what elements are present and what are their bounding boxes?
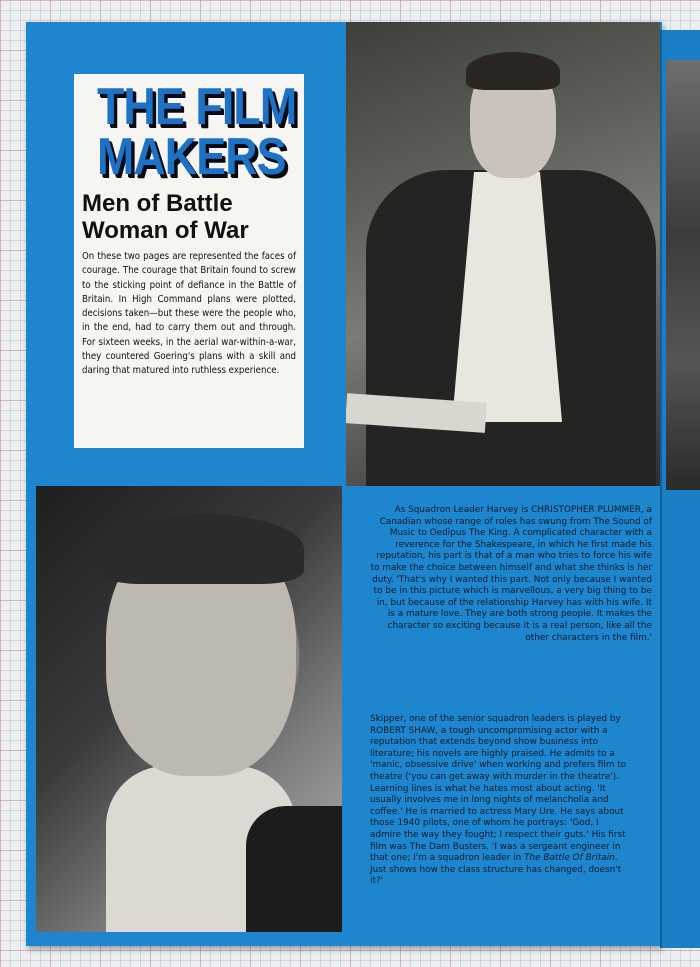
photo-figure-hair — [98, 514, 304, 584]
headline — [82, 190, 296, 244]
adjacent-page-edge — [660, 30, 700, 948]
plummer-caption: As Squadron Leader Harvey is CHRISTOPHER PLUMMER, a Canadian whose range of roles has swung from The Sound of Music to Oedipus The King. A complicated character with a reverence for the Shakespeare, in which he first made his reputation, his part is that of a man who tries to force his wife to make the choice between himself and what she thinks is her duty. 'That's why I wanted this part. Not only because I wanted to be in this picture which is marvellous, a very big thing to be in, but because of the relationship Harvey has with his wife. It is a mature love. They are both strong people. It makes the character so exciting because it is a real person, like all the other characters in the film.' — [370, 505, 652, 643]
film-title: The Battle Of Britain — [524, 853, 615, 864]
intro-paragraph: On these two pages are represented the faces of courage. The courage that Britain found to screw to the sticking point of defiance in the Battle of Britain. In High Command plans were plotted, decisions taken—but these were the people who, in the end, had to carry them out and through. For sixteen weeks, in the aerial war-within-a-war, they countered Goering's plans with a skill and daring that matured into ruthless experience. — [82, 251, 296, 377]
photo-figure-hair — [466, 52, 560, 90]
photo-robert-shaw — [36, 486, 342, 932]
shaw-caption-text: Skipper, one of the senior squadron leaders is played by ROBERT SHAW, a tough uncompromising actor with a reputation that extends beyond show business into literature; his novels are highly praised. He admits to a 'manic, obsessive drive' when working and prefers film to theatre ('you can get away with murder in the theatre'). Learning lines is what he hates most about acting. 'It usually involves me in long nights of melancholia and coffee.' He is married to actress Mary Ure. He says about those 1940 pilots, one of whom he portrays: 'God, I admire the way they fought; I respect their guts.' His first film was The Dam Busters. 'I was a sergeant engineer in that one; I'm a squadron leader in — [370, 714, 627, 864]
masthead-line-2: MAKERS — [96, 128, 286, 186]
masthead-line-1: THE FILM — [96, 78, 297, 136]
masthead — [96, 78, 297, 186]
shaw-caption — [370, 714, 632, 888]
adjacent-page-photo — [666, 60, 700, 490]
photo-figure-jacket — [246, 806, 342, 932]
title-panel — [74, 74, 304, 448]
photo-christopher-plummer — [346, 22, 660, 486]
headline-line-2: Woman of War — [82, 217, 249, 244]
headline-line-1: Men of Battle — [82, 190, 233, 217]
shaw-caption-ending: . Just shows how the class structure has changed, doesn't it?' — [370, 853, 622, 887]
